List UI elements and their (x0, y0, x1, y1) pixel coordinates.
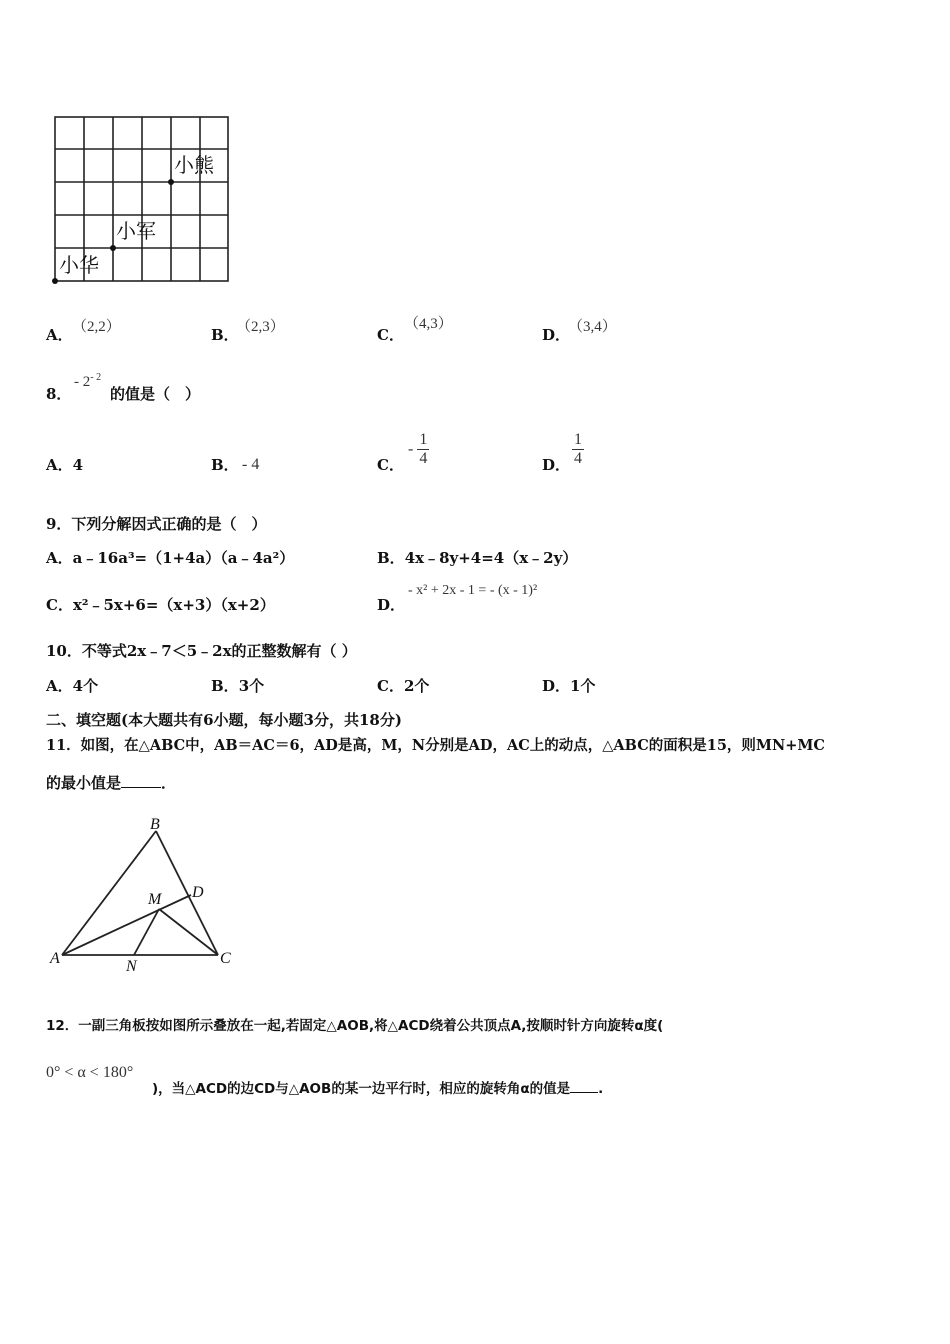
q11-line-1: 11．如图，在△ABC中，AB＝AC＝6，AD是高，M，N分别是AD，AC上的动点，△ABC的面积是15，则MN+MC (46, 737, 825, 754)
label-n: N (126, 958, 137, 975)
coordinate-grid-figure (50, 112, 235, 287)
q7-option-b-text: （2,3） (236, 319, 285, 335)
label-b: B (150, 816, 160, 833)
segment-ad (62, 895, 191, 955)
grid-label-xiaohua: 小华 (59, 255, 99, 277)
q7-option-a-text: （2,2） (72, 319, 121, 335)
q7-option-b: B． (211, 326, 239, 344)
label-d: D (192, 884, 204, 901)
grid-point-xiaoxiong (168, 179, 174, 185)
q11-line-2: 的最小值是 ． (46, 774, 177, 792)
grid-point-xiaojun (110, 245, 116, 251)
q9-option-c: C．x²﹣5x+6=（x+3）（x+2） (46, 596, 275, 614)
q9-option-b: B．4x﹣8y+4=4（x﹣2y） (377, 549, 578, 567)
label-c: C (220, 950, 231, 967)
q10-option-a: A．4个 (46, 677, 99, 695)
segment-ab (62, 831, 156, 955)
q7-option-c: C． (377, 326, 404, 344)
q8-option-a: A．4 (46, 456, 84, 474)
q10-option-c: C．2个 (377, 677, 430, 695)
q7-option-a: A． (46, 326, 73, 344)
q9-option-a: A．a﹣16a³=（1+4a）（a﹣4a²） (46, 549, 295, 567)
q9-stem: 9．下列分解因式正确的是（ ） (46, 515, 267, 533)
q8-option-c-fraction: - $\frac{1}{4}$ (408, 431, 428, 467)
q8-number: 8． (46, 385, 72, 403)
q8-stem: 的值是（ ） (110, 385, 201, 403)
label-a: A (50, 950, 60, 967)
q12-range-expression: 0° < α < 180° (46, 1064, 134, 1081)
q12-line-2: )，当△ACD的边CD与△AOB的某一边平行时，相应的旋转角α的值是 . (152, 1077, 603, 1097)
q8-expression: - $2^{- 2}$ (74, 372, 102, 390)
triangle-abc-figure (48, 815, 243, 975)
q7-option-c-text: （4,3） (404, 316, 453, 332)
q8-option-b-letter: B． (211, 456, 239, 474)
q9-option-d-letter: D． (377, 596, 406, 614)
grid-label-xiaoxiong: 小熊 (174, 155, 214, 177)
q8-option-d-letter: D． (542, 456, 571, 474)
q12-line-1: 12．一副三角板按如图所示叠放在一起,若固定△AOB,将△ACD绕着公共顶点A,按顺时针方向旋转α度( (46, 1018, 664, 1034)
grid-label-xiaojun: 小军 (116, 221, 156, 243)
q8-option-c-letter: C． (377, 456, 404, 474)
q8-option-b-text: - 4 (242, 456, 260, 473)
q10-stem: 10．不等式2x﹣7＜5﹣2x的正整数解有（ ） (46, 642, 357, 660)
segment-mc (159, 909, 218, 955)
q8-option-d-fraction: $\frac{1}{4}$ (574, 431, 582, 467)
label-m: M (148, 891, 162, 908)
segment-bc (156, 831, 218, 955)
q7-option-d: D． (542, 326, 571, 344)
grid-point-xiaohua (52, 278, 58, 284)
q10-option-b: B．3个 (211, 677, 265, 695)
q7-option-d-text: （3,4） (568, 319, 617, 335)
q10-option-d: D．1个 (542, 677, 596, 695)
q9-option-d-text: - x² + 2x - 1 = - (x - 1)² (408, 583, 538, 598)
section-2-heading: 二、填空题(本大题共有6小题，每小题3分，共18分) (46, 711, 402, 729)
